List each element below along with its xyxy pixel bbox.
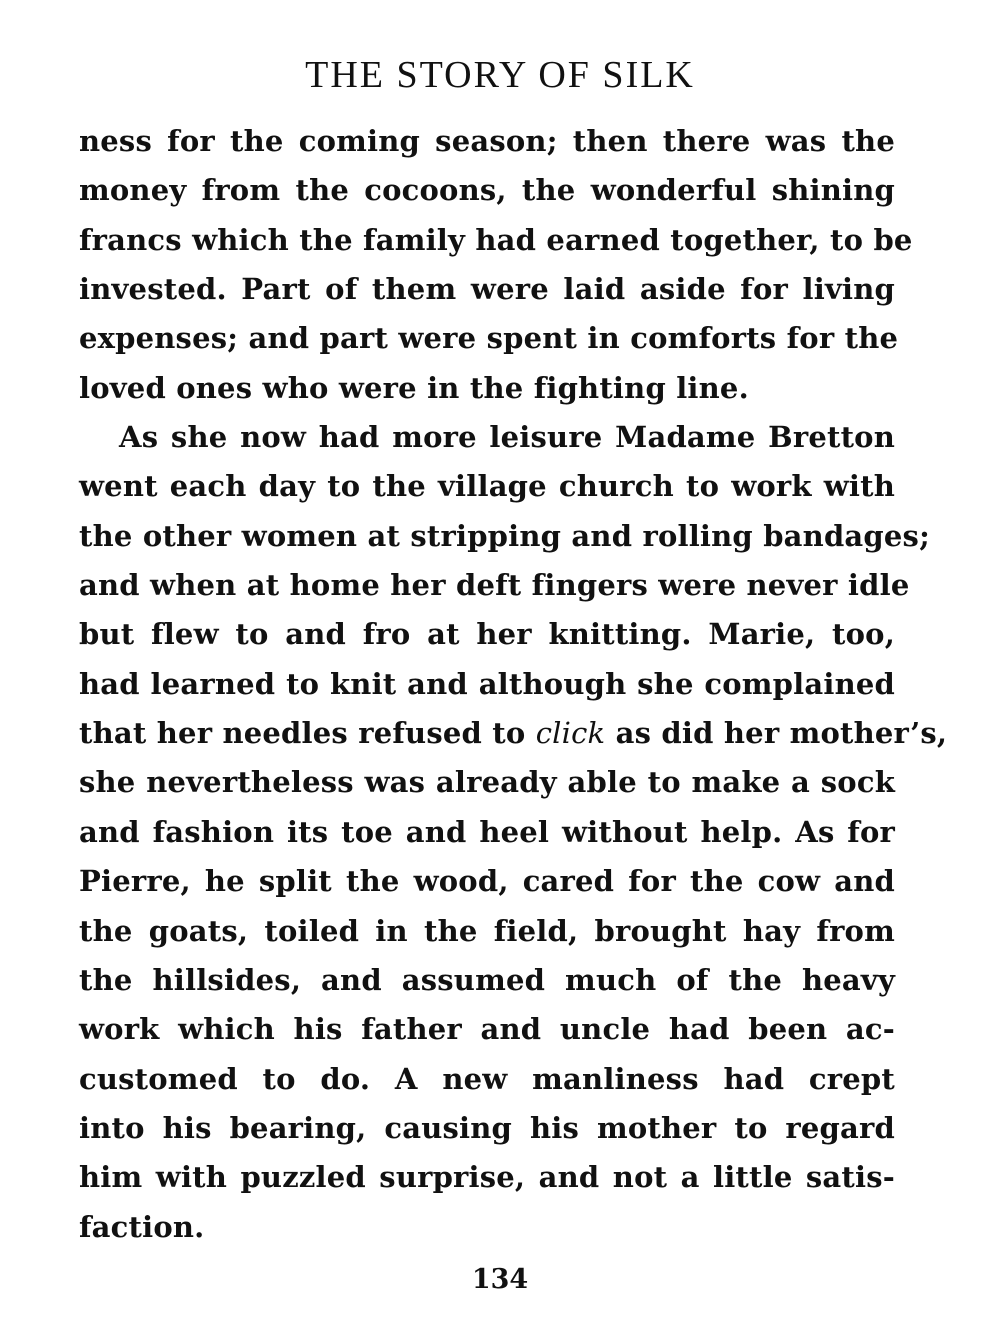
text-line: she nevertheless was already able to make a sock bbox=[79, 765, 895, 800]
text-line: into his bearing, causing his mother to regard bbox=[79, 1110, 895, 1145]
text-line-with-italic bbox=[79, 709, 948, 758]
text-line: francs which the family had earned together, to be bbox=[79, 222, 913, 257]
text-line: him with puzzled surprise, and not a little satis- bbox=[79, 1160, 895, 1195]
running-head: THE STORY OF SILK bbox=[305, 54, 695, 96]
text-line: loved ones who were in the fighting line. bbox=[79, 370, 749, 405]
text-line: the goats, toiled in the field, brought hay from bbox=[79, 913, 895, 948]
text-line: work which his father and uncle had been ac- bbox=[79, 1012, 895, 1047]
text-line: and when at home her deft fingers were never idle bbox=[79, 568, 910, 603]
paragraph-1 bbox=[79, 117, 913, 413]
text-line: money from the cocoons, the wonderful shining bbox=[79, 173, 895, 208]
text-line: but flew to and fro at her knitting. Marie, too, bbox=[79, 617, 895, 652]
text-line: went each day to the village church to work with bbox=[79, 469, 895, 504]
italic-word: click bbox=[535, 716, 606, 751]
text-line: ness for the coming season; then there was the bbox=[79, 124, 895, 158]
page-number: 134 bbox=[471, 1264, 529, 1295]
text-line: expenses; and part were spent in comforts for the bbox=[79, 321, 899, 356]
text-line: had learned to knit and although she complained bbox=[79, 666, 895, 701]
paragraph-2 bbox=[79, 413, 948, 1252]
text-line: and fashion its toe and heel without help. As for bbox=[79, 814, 895, 849]
text-line: As she now had more leisure Madame Bretton bbox=[119, 420, 895, 455]
text-line: invested. Part of them were laid aside for living bbox=[79, 272, 895, 307]
text-line: the hillsides, and assumed much of the heavy bbox=[79, 962, 895, 997]
text-line: Pierre, he split the wood, cared for the cow and bbox=[79, 864, 895, 899]
text-line: the other women at stripping and rolling bandages; bbox=[79, 518, 930, 553]
text-line: customed to do. A new manliness had crept bbox=[79, 1061, 895, 1096]
text-line: faction. bbox=[79, 1209, 205, 1244]
body-text bbox=[79, 117, 948, 1252]
text-segment: that her needles refused to bbox=[79, 716, 536, 751]
text-segment: as did her mother’s, bbox=[605, 716, 948, 751]
